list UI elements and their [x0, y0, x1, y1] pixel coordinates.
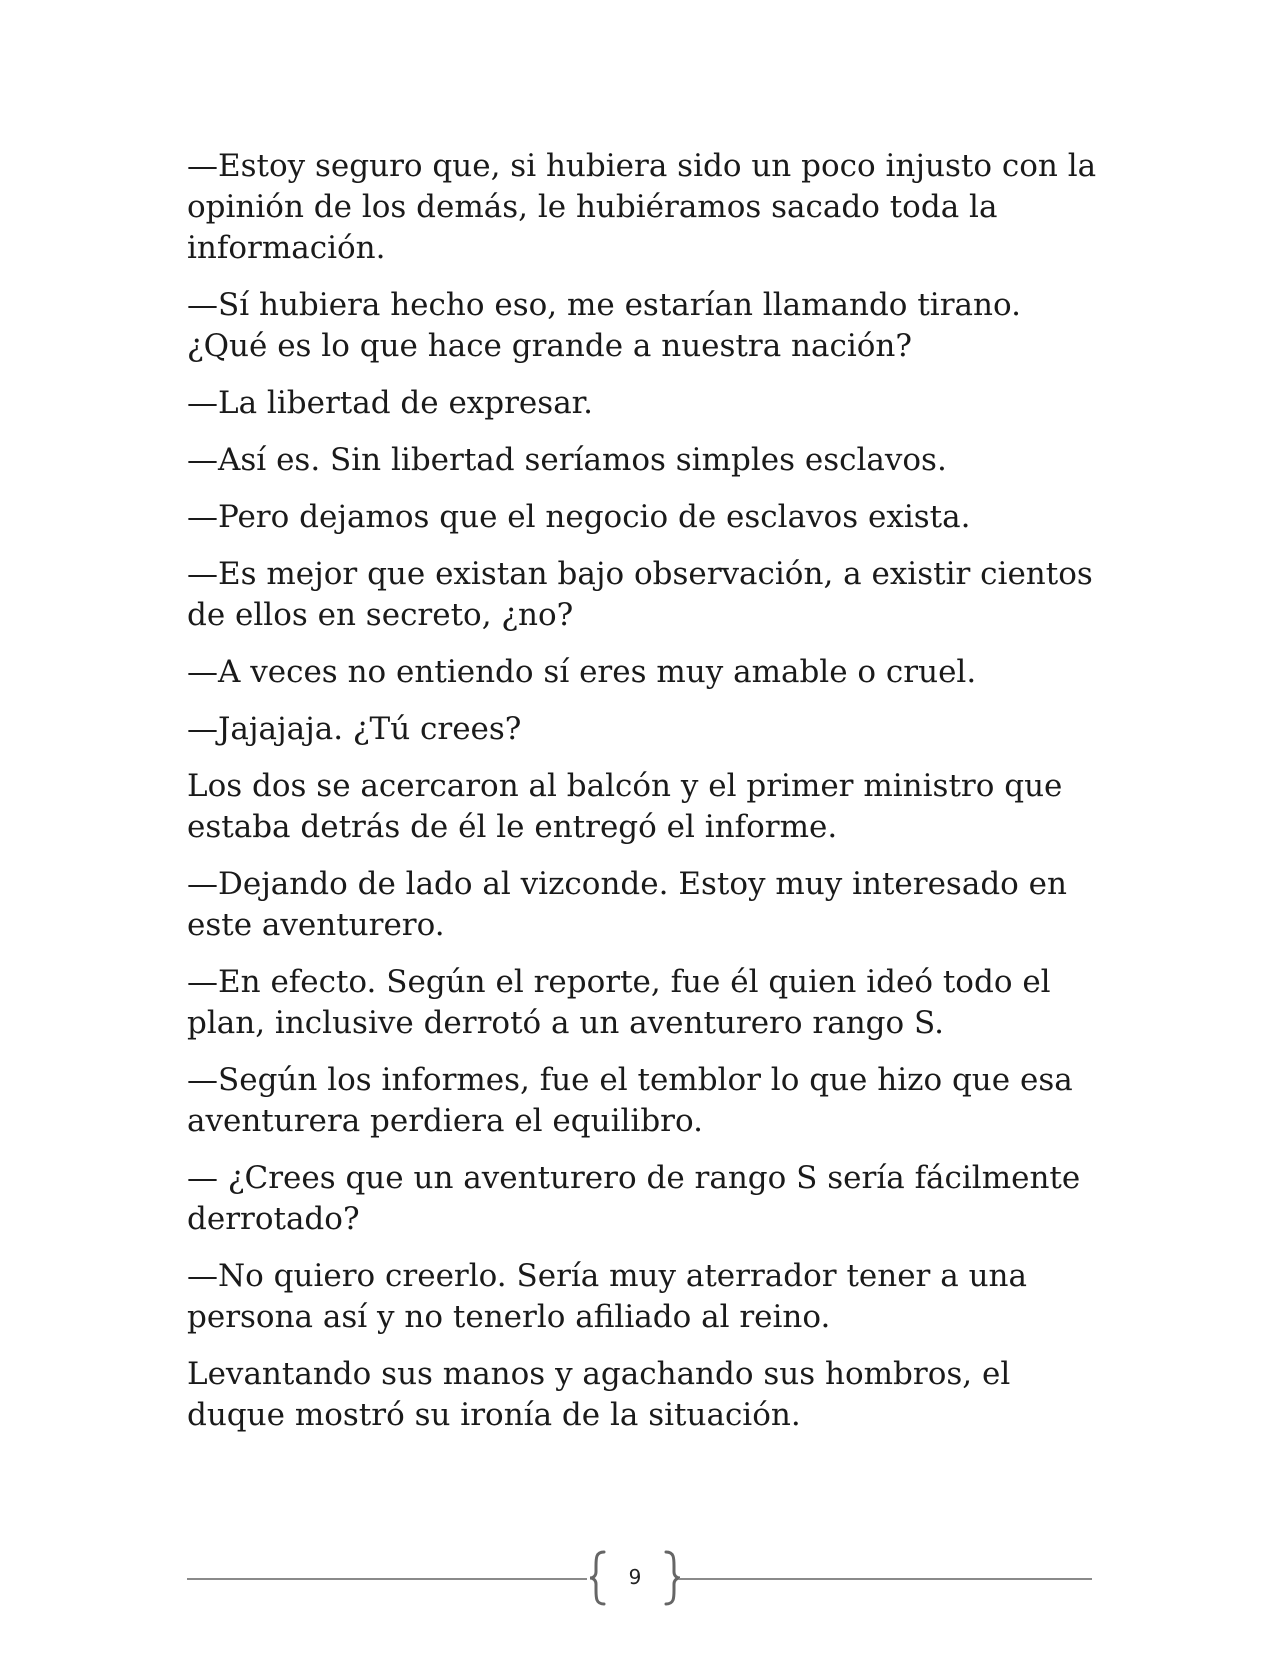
paragraph: —La libertad de expresar. — [187, 385, 593, 421]
footer-rule-right — [679, 1578, 1092, 1580]
paragraph: —Dejando de lado al vizconde. Estoy muy interesado en este aventurero. — [187, 866, 1067, 943]
paragraph: —Estoy seguro que, si hubiera sido un poco injusto con la opinión de los demás, le hubiéramos sacado toda la información. — [187, 148, 1097, 266]
paragraph: Levantando sus manos y agachando sus hombros, el duque mostró su ironía de la situación. — [187, 1356, 1011, 1433]
paragraph: Los dos se acercaron al balcón y el primer ministro que estaba detrás de él le entregó el informe. — [187, 768, 1063, 845]
page-footer — [187, 1548, 1092, 1608]
page-body-text — [187, 146, 1107, 1452]
footer-rule-left — [187, 1578, 587, 1580]
page-number: 9 — [628, 1565, 642, 1589]
paragraph: —Pero dejamos que el negocio de esclavos exista. — [187, 499, 971, 535]
paragraph: —A veces no entiendo sí eres muy amable o cruel. — [187, 654, 977, 690]
paragraph: —En efecto. Según el reporte, fue él quien ideó todo el plan, inclusive derrotó a un aventurero rango S. — [187, 964, 1051, 1041]
paragraph: —No quiero creerlo. Sería muy aterrador tener a una persona así y no tenerlo afiliado al reino. — [187, 1258, 1027, 1335]
paragraph: —Es mejor que existan bajo observación, a existir cientos de ellos en secreto, ¿no? — [187, 556, 1093, 633]
paragraph: — ¿Crees que un aventurero de rango S sería fácilmente derrotado? — [187, 1160, 1081, 1237]
paragraph: —Sí hubiera hecho eso, me estarían llamando tirano. ¿Qué es lo que hace grande a nuestra nación? — [187, 287, 1021, 364]
paragraph: —Así es. Sin libertad seríamos simples esclavos. — [187, 442, 947, 478]
paragraph: —Según los informes, fue el temblor lo que hizo que esa aventurera perdiera el equilibro. — [187, 1062, 1073, 1139]
paragraph: —Jajajaja. ¿Tú crees? — [187, 711, 522, 747]
